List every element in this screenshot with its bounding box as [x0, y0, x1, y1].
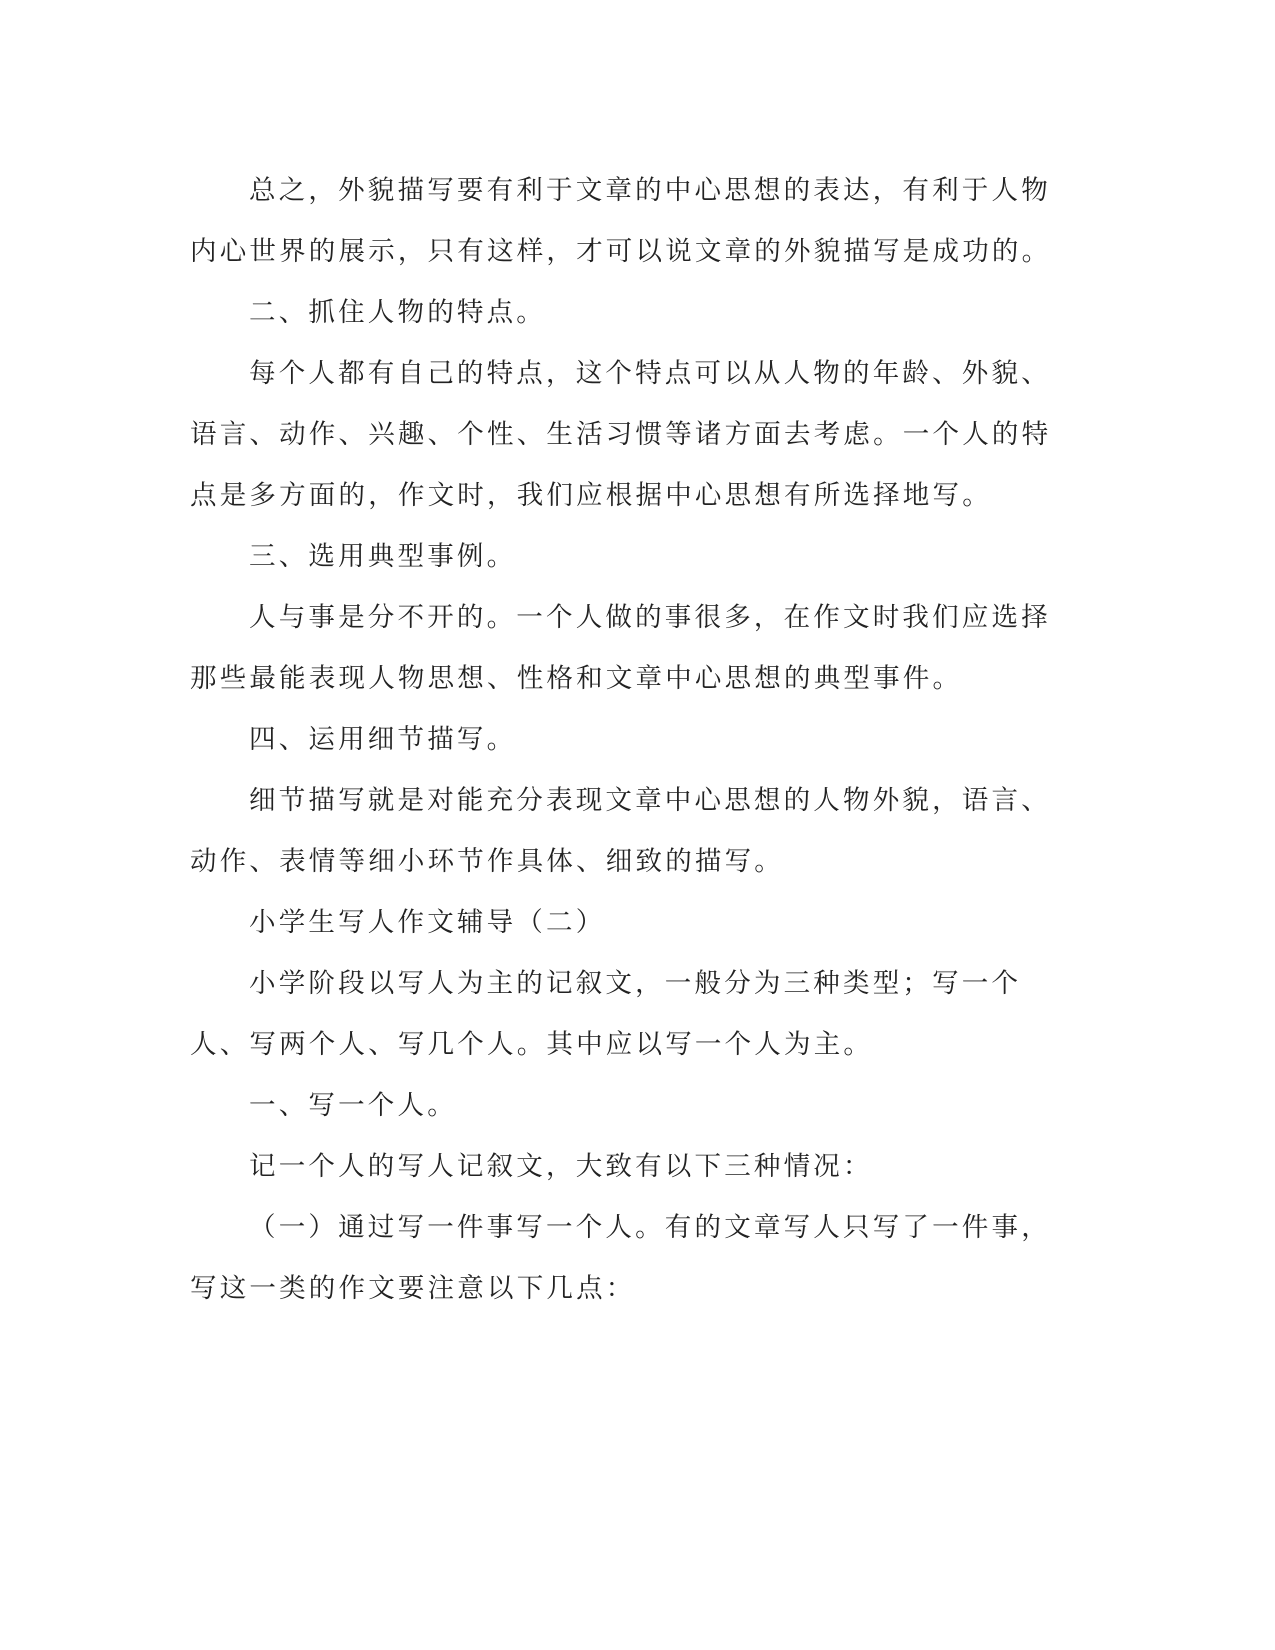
section-title: 小学生写人作文辅导（二）: [249, 907, 606, 938]
paragraph-typical-examples: 人与事是分不开的。一个人做的事很多，在作文时我们应选择那些最能表现人物思想、性格和文章中心思想的典型事件。: [190, 602, 1051, 694]
paragraph-three-situations: 记一个人的写人记叙文，大致有以下三种情况：: [249, 1151, 873, 1182]
heading-typical-examples: 三、选用典型事例。: [249, 541, 517, 572]
paragraph-character-traits: 每个人都有自己的特点，这个特点可以从人物的年龄、外貌、语言、动作、兴趣、个性、生活习惯等诸方面去考虑。一个人的特点是多方面的，作文时，我们应根据中心思想有所选择地写。: [190, 358, 1052, 511]
paragraph-one-event: （一）通过写一件事写一个人。有的文章写人只写了一件事，写这一类的作文要注意以下几点：: [190, 1212, 1051, 1304]
heading-detail-description: 四、运用细节描写。: [249, 724, 517, 755]
paragraph-detail-description: 细节描写就是对能充分表现文章中心思想的人物外貌，语言、动作、表情等细小环节作具体、细致的描写。: [190, 785, 1051, 877]
heading-write-one-person: 一、写一个人。: [249, 1090, 457, 1121]
document-body: [190, 160, 1080, 1319]
paragraph-three-types: 小学阶段以写人为主的记叙文，一般分为三种类型；写一个人、写两个人、写几个人。其中应以写一个人为主。: [190, 968, 1022, 1060]
paragraph-conclusion: 总之，外貌描写要有利于文章的中心思想的表达，有利于人物内心世界的展示，只有这样，才可以说文章的外貌描写是成功的。: [190, 175, 1052, 267]
heading-grasp-character-traits: 二、抓住人物的特点。: [249, 297, 546, 328]
